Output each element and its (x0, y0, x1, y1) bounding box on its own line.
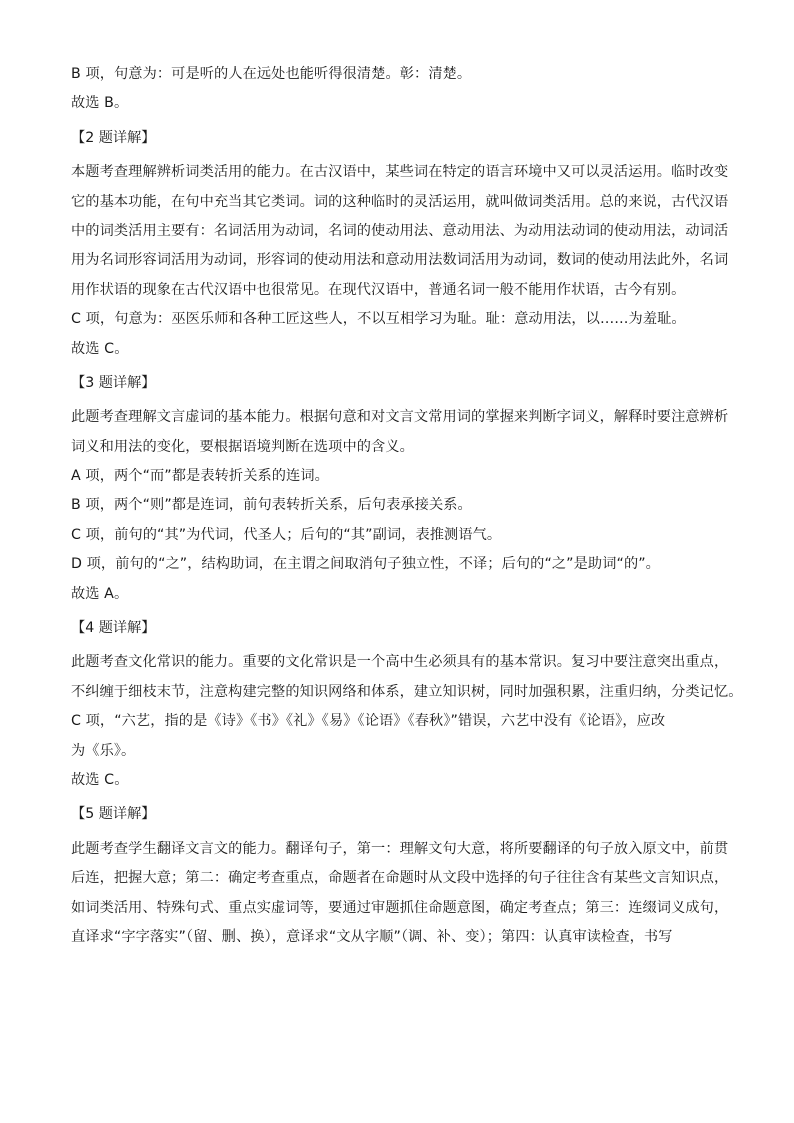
answer-line: 故选 B。 (71, 95, 129, 112)
paragraph-line: D 项，前句的“之”，结构助词，在主谓之间取消句子独立性，不译；后句的“之”是助词“的”。 (71, 556, 660, 573)
paragraph-line: 它的基本功能，在句中充当其它类词。词的这种临时的灵活运用，就叫做词类活用。总的来说，古代汉语 (71, 193, 729, 210)
paragraph-line: C 项，“六艺，指的是《诗》《书》《礼》《易》《论语》《春秋》”错误，六艺中没有《论语》，应改 (71, 713, 666, 730)
paragraph-line: 词义和用法的变化，要根据语境判断在选项中的含义。 (71, 438, 414, 455)
paragraph-line: 为《乐》。 (71, 742, 136, 759)
paragraph-line: 中的词类活用主要有：名词活用为动词，名词的使动用法、意动用法、为动用法动词的使动用法，动词活 (71, 222, 729, 239)
paragraph-line: 不纠缠于细枝末节，注意构建完整的知识网络和体系，建立知识树，同时加强积累，注重归纳，分类记忆。 (71, 683, 743, 700)
paragraph-line: 用作状语的现象在古代汉语中也很常见。在现代汉语中，普通名词一般不能用作状语，古今有别。 (71, 281, 686, 298)
section-heading-5: 【5 题详解】 (71, 806, 156, 823)
section-heading-3: 【3 题详解】 (71, 374, 156, 391)
paragraph-line: 如词类活用、特殊句式、重点实虚词等，要通过审题抓住命题意图，确定考查点；第三：连缀词义成句， (71, 899, 729, 916)
answer-line: 故选 C。 (71, 340, 129, 357)
paragraph-line: 此题考查学生翻译文言文的能力。翻译句子，第一：理解文句大意，将所要翻译的句子放入原文中，前贯 (71, 840, 729, 857)
answer-line: 故选 C。 (71, 771, 129, 788)
paragraph-line: 此题考查理解文言虚词的基本能力。根据句意和对文言文常用词的掌握来判断字词义，解释时要注意辨析 (71, 409, 729, 426)
section-2 (71, 124, 731, 364)
paragraph-line: A 项，两个“而”都是表转折关系的连词。 (71, 468, 329, 485)
section-3 (71, 369, 731, 609)
section-4 (71, 614, 743, 795)
section-heading-4: 【4 题详解】 (71, 620, 156, 637)
paragraph-line: 直译求“字字落实”（留、删、换），意译求“文从字顺”（调、补、变）；第四：认真审读检查，书写 (71, 928, 673, 945)
paragraph-line: 本题考查理解辨析词类活用的能力。在古汉语中，某些词在特定的语言环境中又可以灵活运用。临时改变 (71, 164, 729, 181)
section-1b (71, 60, 731, 119)
paragraph-line: B 项，两个“则”都是连词，前句表转折关系，后句表承接关系。 (71, 497, 472, 514)
answer-line: 故选 A。 (71, 585, 129, 602)
document-page (71, 60, 743, 952)
paragraph-line: 此题考查文化常识的能力。重要的文化常识是一个高中生必须具有的基本常识。复习中要注意突出重点， (71, 654, 729, 671)
paragraph-line: C 项，句意为：巫医乐师和各种工匠这些人，不以互相学习为耻。耻：意动用法，以……为羞耻。 (71, 311, 686, 328)
section-heading-2: 【2 题详解】 (71, 129, 156, 146)
paragraph-line: 用为名词形容词活用为动词，形容词的使动用法和意动用法数词活用为动词，数词的使动用法此外，名词 (71, 252, 729, 269)
paragraph-line: 后连，把握大意；第二：确定考查重点，命题者在命题时从文段中选择的句子往往含有某些文言知识点， (71, 870, 729, 887)
section-5 (71, 800, 731, 952)
paragraph-line: B 项，句意为：可是听的人在远处也能听得很清楚。彰：清楚。 (71, 66, 472, 82)
paragraph-line: C 项，前句的“其”为代词，代圣人；后句的“其”副词，表推测语气。 (71, 526, 502, 543)
